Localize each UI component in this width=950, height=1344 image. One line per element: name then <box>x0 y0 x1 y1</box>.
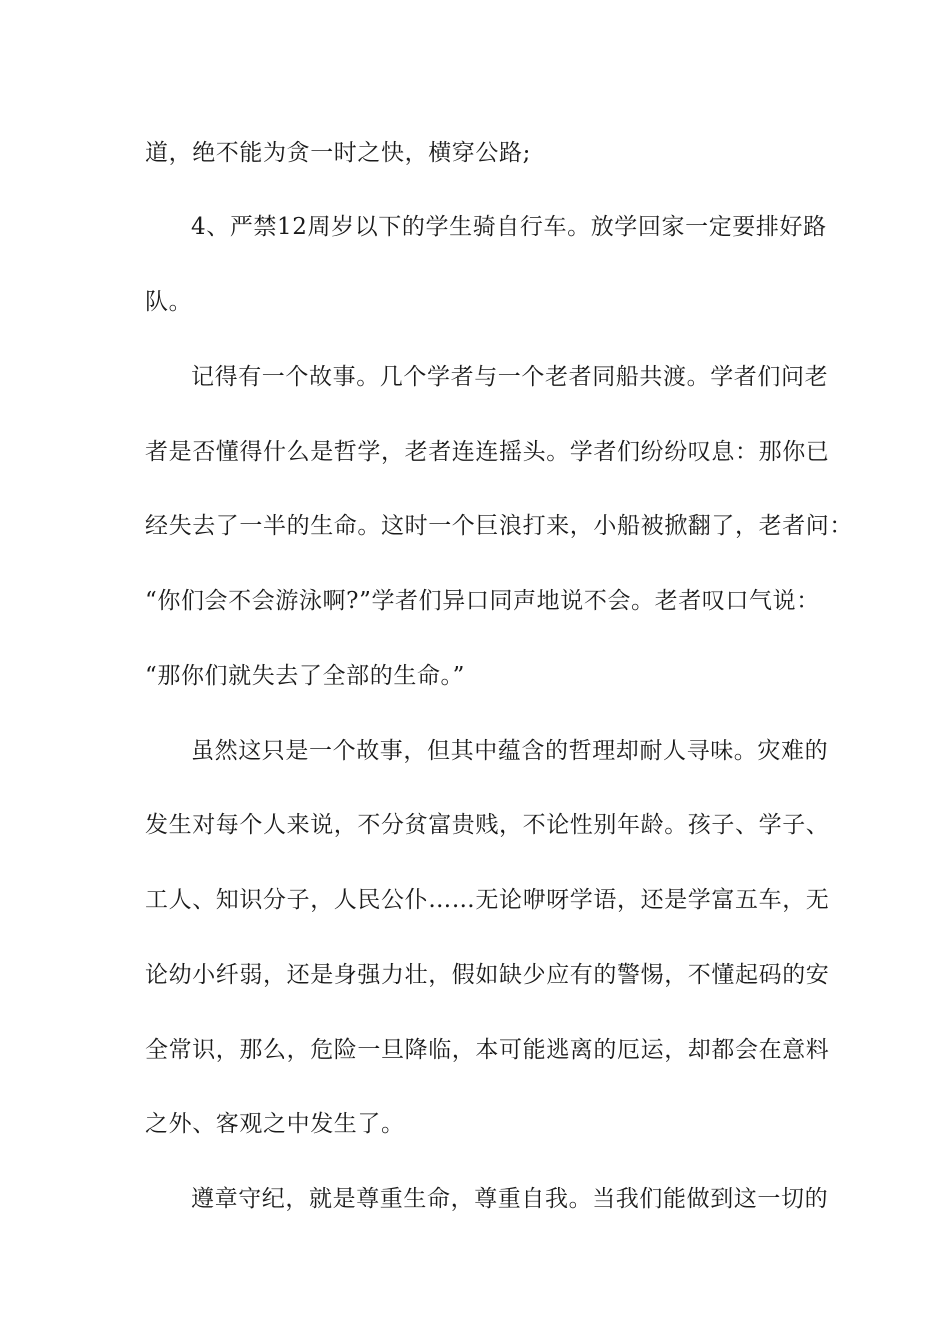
text-line-10: 发生对每个人来说，不分贫富贵贱，不论性别年龄。孩子、学子、 <box>145 812 830 838</box>
text-line-9: 虽然这只是一个故事，但其中蕴含的哲理却耐人寻味。灾难的 <box>191 738 829 764</box>
text-line-7: “你们会不会游泳啊?”学者们异口同声地说不会。老者叹口气说： <box>145 588 820 614</box>
text-line-14: 之外、客观之中发生了。 <box>145 1111 405 1137</box>
text-line-1: 道，绝不能为贪一时之快，横穿公路; <box>145 140 531 166</box>
text-line-12: 论幼小纤弱，还是身强力壮，假如缺少应有的警惕，不懂起码的安 <box>145 962 830 988</box>
text-line-6: 经失去了一半的生命。这时一个巨浪打来，小船被掀翻了，老者问： <box>145 513 853 539</box>
text-line-11: 工人、知识分子，人民公仆……无论咿呀学语，还是学富五车，无 <box>145 887 830 913</box>
text-line-8: “那你们就失去了全部的生命。” <box>145 663 466 689</box>
text-line-4: 记得有一个故事。几个学者与一个老者同船共渡。学者们问老 <box>191 364 829 390</box>
text-line-2: 4、严禁12周岁以下的学生骑自行车。放学回家一定要排好路 <box>191 214 827 240</box>
text-line-15: 遵章守纪，就是尊重生命，尊重自我。当我们能做到这一切的 <box>191 1186 829 1212</box>
text-line-5: 者是否懂得什么是哲学，老者连连摇头。学者们纷纷叹息：那你已 <box>145 439 830 465</box>
text-line-13: 全常识，那么，危险一旦降临，本可能逃离的厄运，却都会在意料 <box>145 1037 830 1063</box>
text-line-3: 队。 <box>145 289 193 315</box>
